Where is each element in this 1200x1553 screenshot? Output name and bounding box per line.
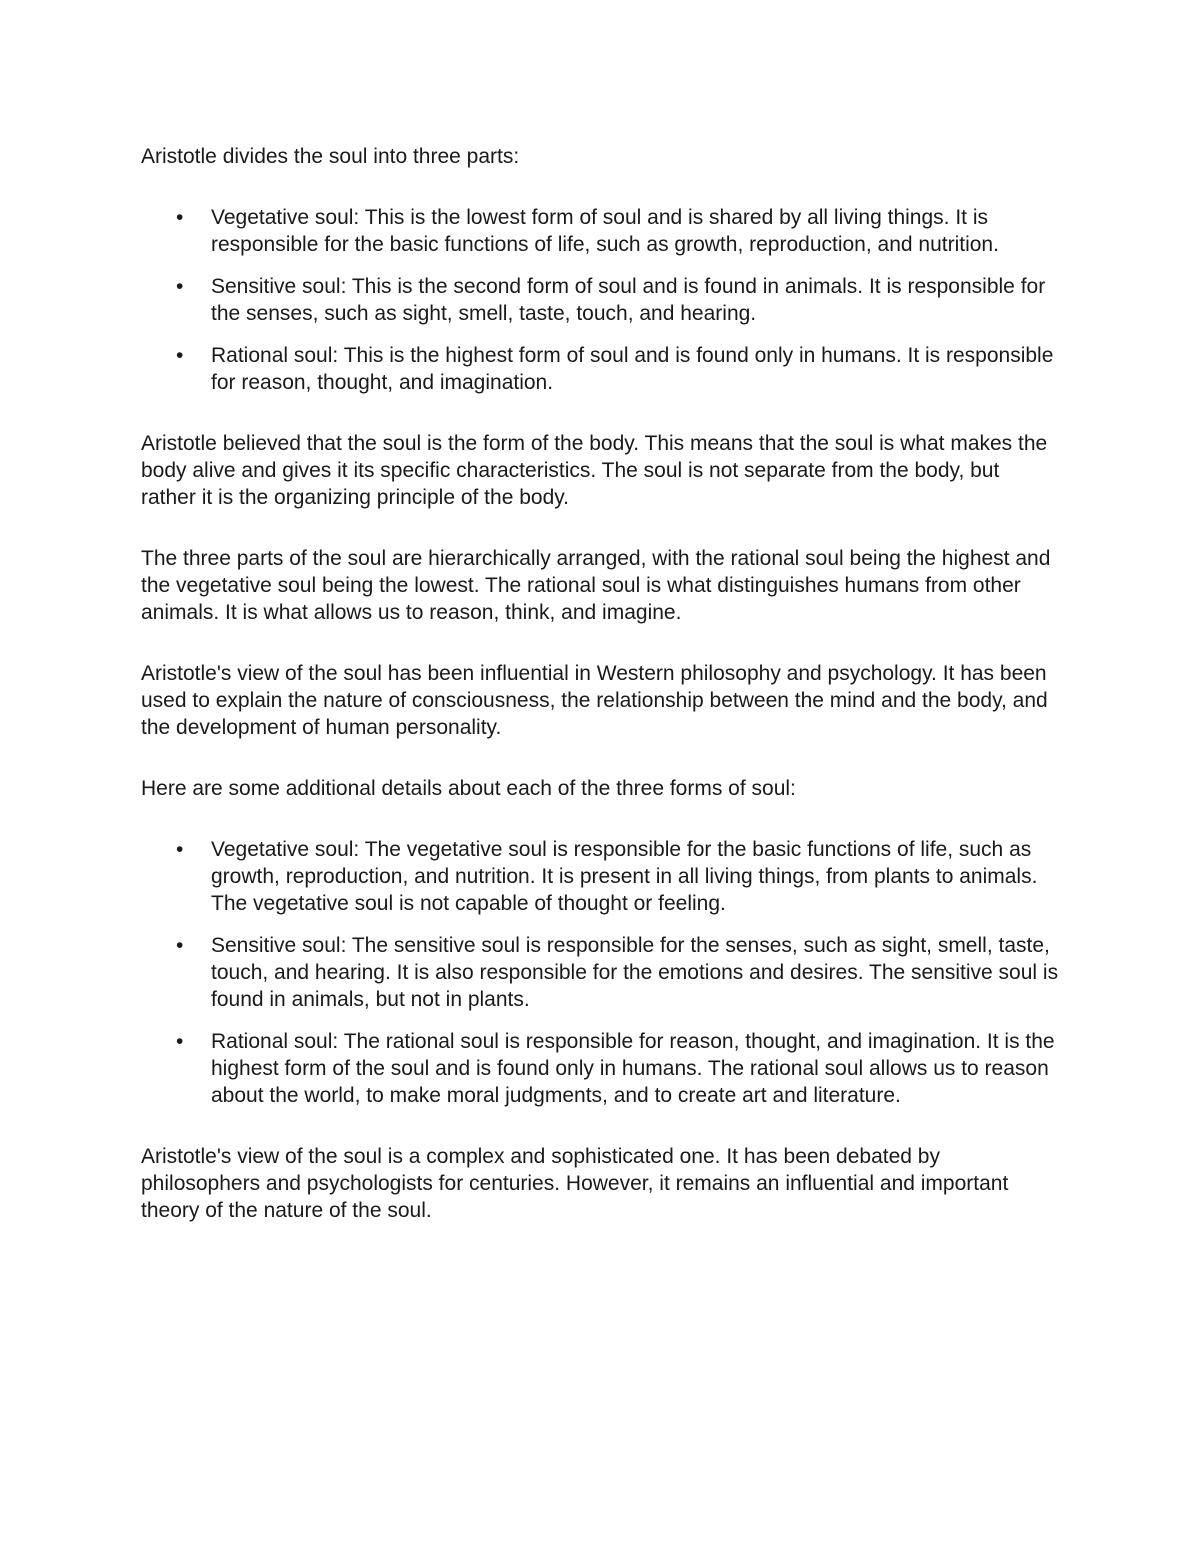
list-item-text: Rational soul: The rational soul is responsible for reason, thought, and imagination. It is the highest form of the soul and is found only in humans. The rational soul allows us to reason about the world, to make moral judgments, and to create art and literature.	[211, 1030, 1055, 1107]
bullet-icon: •	[176, 838, 184, 861]
bullet-icon: •	[176, 275, 184, 298]
bullet-icon: •	[176, 934, 184, 957]
bullet-icon: •	[176, 1030, 184, 1053]
list-item-text: Rational soul: This is the highest form of soul and is found only in humans. It is responsible for reason, thought, and imagination.	[211, 344, 1054, 394]
conclusion-paragraph: Aristotle's view of the soul is a complex and sophisticated one. It has been debated by philosophers and psychologists for centuries. However, it remains an influential and important theory of the nature of the soul.	[141, 1145, 1009, 1222]
list-item-text: Vegetative soul: The vegetative soul is responsible for the basic functions of life, such as growth, reproduction, and nutrition. It is present in all living things, from plants to animals. The vegetative soul is not capable of thought or feeling.	[211, 838, 1038, 915]
list-item	[141, 204, 1059, 258]
document-body	[141, 143, 1059, 1258]
influence-paragraph: Aristotle's view of the soul has been influential in Western philosophy and psychology. It has been used to explain the nature of consciousness, the relationship between the mind and the body, and the development of human personality.	[141, 662, 1048, 739]
bullet-icon: •	[176, 206, 184, 229]
form-paragraph: Aristotle believed that the soul is the form of the body. This means that the soul is what makes the body alive and gives it its specific characteristics. The soul is not separate from the body, but rather it is the organizing principle of the body.	[141, 432, 1048, 509]
list-item-text: Sensitive soul: This is the second form of soul and is found in animals. It is responsible for the senses, such as sight, smell, taste, touch, and hearing.	[211, 275, 1046, 325]
details-intro-paragraph: Here are some additional details about each of the three forms of soul:	[141, 777, 796, 800]
list-item	[141, 1028, 1059, 1109]
list-item-text: Vegetative soul: This is the lowest form of soul and is shared by all living things. It is responsible for the basic functions of life, such as growth, reproduction, and nutrition.	[211, 206, 999, 256]
list-item	[141, 342, 1059, 396]
list-item	[141, 932, 1059, 1013]
soul-parts-list	[141, 204, 1059, 396]
soul-details-list	[141, 836, 1059, 1109]
hierarchy-paragraph: The three parts of the soul are hierarchically arranged, with the rational soul being the highest and the vegetative soul being the lowest. The rational soul is what distinguishes humans from other animals. It is what allows us to reason, think, and imagine.	[141, 547, 1051, 624]
list-item	[141, 836, 1059, 917]
intro-paragraph: Aristotle divides the soul into three parts:	[141, 145, 520, 168]
list-item-text: Sensitive soul: The sensitive soul is responsible for the senses, such as sight, smell, taste, touch, and hearing. It is also responsible for the emotions and desires. The sensitive soul is found in animals, but not in plants.	[211, 934, 1059, 1011]
list-item	[141, 273, 1059, 327]
bullet-icon: •	[176, 344, 184, 367]
